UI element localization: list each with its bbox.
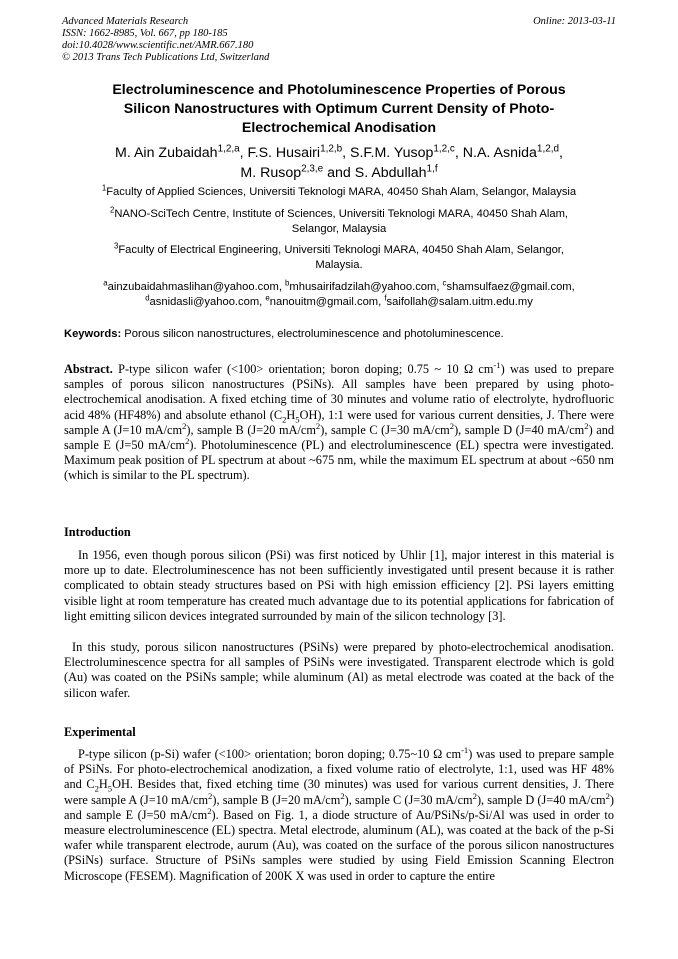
- journal-header: [62, 16, 402, 64]
- affiliation-number: 1: [101, 183, 107, 193]
- paper-title: [60, 81, 618, 138]
- body-text: ), sample D (J=40 mA/cm: [476, 792, 606, 807]
- author-affil-mark: 2,3,e: [301, 163, 324, 175]
- author-list: [60, 143, 618, 183]
- superscript: 2: [207, 805, 212, 816]
- abstract-text: ) and sample E (J=50 mA/cm: [64, 422, 614, 453]
- email-link[interactable]: saifollah@salam.uitm.edu.my: [386, 295, 533, 308]
- author-name: M. Rusop: [240, 165, 302, 181]
- abstract-text: ) was used to prepare samples of porous silicon nanostructures (PSiNs). All samples have been prepared by using photo-electrochemical anodisation. A fixed etching time of 30 minutes and volume ratio of electrolyte, hydrofluoric acid 48% (HF48%) and absolute ethanol (C: [64, 362, 615, 422]
- title-line-1: Electroluminescence and Photoluminescence Properties of Porous: [112, 82, 566, 98]
- keywords: [64, 327, 618, 341]
- subscript: 2: [94, 783, 99, 794]
- author-name: S.F.M. Yusop: [350, 145, 434, 161]
- affiliation-2: [60, 207, 618, 236]
- section-heading-experimental: Experimental: [64, 725, 136, 739]
- affiliation-text: Faculty of Applied Sciences, Universiti Teknologi MARA, 40450 Shah Alam, Selangor, Malaysia: [106, 186, 577, 198]
- email-mark: c: [442, 278, 447, 288]
- superscript: 2: [605, 790, 610, 801]
- abstract-paragraph: [64, 359, 615, 484]
- superscript: 2: [584, 420, 589, 431]
- abstract-text: ). Photoluminescence (PL) and electroluminescence (EL) spectra were investigated. Maximum peak position of PL spectrum at about ~675 nm, while the maximum EL spectrum at about ~650 nm (which is similar to the PL spectrum).: [64, 438, 614, 483]
- author-name: N.A. Asnida: [462, 145, 537, 161]
- intro-paragraph-1: In 1956, even though porous silicon (PSi) was first noticed by Uhlir [1], major interest in this material is more up to date. Electroluminescence has not been sufficiently investigated until present because it is rather complicated to obtain steady structures based on PSi with high emission efficiency [2]. PSi layers emitting visible light at room temperature has created much advantage due to its potential applications for fabrication of light emitting silicon devices integrated surrounded by main of the silicon technology [3].: [64, 548, 614, 623]
- author-affil-mark: 1,2,c: [433, 143, 455, 155]
- journal-name: Advanced Materials Research: [62, 16, 189, 27]
- author-name: S. Abdullah: [354, 165, 427, 181]
- abstract-text: ), sample D (J=40 mA/cm: [454, 422, 585, 437]
- abstract-text: ), sample B (J=20 mA/cm: [186, 422, 316, 437]
- body-text: OH. Besides that, fixed etching time (30 minutes) was used for various current densities, J. There were sample A (J=10 mA/cm: [64, 777, 615, 807]
- email-mark: f: [384, 292, 387, 302]
- author-separator: and: [323, 165, 355, 181]
- title-line-2: Silicon Nanostructures with Optimum Current Density of Photo-: [123, 101, 555, 117]
- superscript: 2: [340, 790, 345, 801]
- email-link[interactable]: ainzubaidahmaslihan@yahoo.com,: [107, 281, 286, 293]
- body-text: ), sample C (J=30 mA/cm: [344, 792, 473, 807]
- section-heading-introduction: Introduction: [64, 525, 131, 539]
- superscript: 2: [472, 790, 477, 801]
- author-affil-mark: 1,f: [426, 163, 438, 175]
- keywords-label: Keywords:: [64, 328, 122, 340]
- body-text: ) was used to prepare sample of PSiNs. For photo-electrochemical anodization, a fixed volume ratio of electrolyte, 1:1, used was HF 48% and C: [64, 747, 614, 792]
- intro-paragraph-2: In this study, porous silicon nanostructures (PSiNs) were prepared by photo-electrochemical anodisation. Electroluminescence spectra for all samples of PSiNs were investigated. Transparent electrode which is gold (Au) was coated on the PSiNs sample; while aluminum (Al) as metal electrode was coated at the back of the silicon wafer.: [64, 640, 614, 700]
- superscript: 2: [208, 790, 213, 801]
- author-name: F.S. Husairi: [247, 145, 321, 161]
- affiliation-text-cont: Selangor, Malaysia: [291, 222, 387, 235]
- author-separator: ,: [559, 145, 563, 161]
- author-separator: ,: [239, 145, 248, 161]
- superscript: 2: [449, 420, 455, 431]
- keywords-text: Porous silicon nanostructures, electroluminescence and photoluminescence.: [121, 328, 504, 340]
- affiliation-text-cont: Malaysia.: [315, 258, 363, 271]
- email-mark: b: [285, 278, 290, 288]
- email-mark: a: [103, 278, 108, 288]
- subscript: 5: [295, 414, 300, 425]
- superscript: 2: [185, 435, 190, 446]
- author-line-1: [60, 143, 618, 163]
- superscript: -1: [461, 744, 469, 755]
- author-affil-mark: 1,2,b: [320, 143, 343, 155]
- abstract-text: ), sample C (J=30 mA/cm: [320, 422, 450, 437]
- author-line-2: [60, 163, 618, 183]
- doi-line: doi:10.4028/www.scientific.net/AMR.667.180: [62, 40, 254, 51]
- author-name: M. Ain Zubaidah: [115, 145, 218, 161]
- online-date: Online: 2013-03-11: [533, 16, 616, 27]
- copyright-line: © 2013 Trans Tech Publications Ltd, Switzerland: [62, 52, 270, 63]
- experimental-paragraph: [64, 744, 615, 884]
- author-separator: ,: [342, 145, 351, 161]
- body-text: P-type silicon (p-Si) wafer (<100> orientation; boron doping; 0.75~10 Ω cm: [78, 747, 462, 761]
- email-link[interactable]: asnidasli@yahoo.com,: [149, 295, 266, 308]
- email-link[interactable]: mhusairifadzilah@yahoo.com,: [289, 281, 443, 293]
- affiliation-number: 2: [109, 205, 115, 215]
- body-text: ). Based on Fig. 1, a diode structure of Au/PSiNs/p-Si/Al was used in order to measure electroluminescence (EL) spectra. Metal electrode, aluminum (AL), was coated at the back of the p-Si wafer while transparent electrode, aurum (Au), was coated on the surface of the porous silicon nanostructures (PSiNs) surface. Structure of PSiNs samples were studied by using Field Emission Scanning Electron Microscope (FESEM). Magnification of 200K X was used in order to capture the entire: [64, 807, 614, 883]
- email-link[interactable]: nanouitm@gmail.com,: [269, 295, 385, 308]
- subscript: 2: [282, 414, 287, 425]
- email-link[interactable]: shamsulfaez@gmail.com,: [446, 281, 575, 293]
- affiliation-1: [60, 185, 618, 200]
- email-mark: d: [145, 292, 150, 302]
- subscript: 5: [107, 783, 113, 794]
- abstract-text: P-type silicon wafer (<100> orientation; boron doping; 0.75 ~ 10 Ω cm: [112, 362, 494, 376]
- abstract-label: Abstract.: [64, 362, 113, 376]
- body-text: ) and sample E (J=50 mA/cm: [64, 792, 615, 822]
- title-line-3: Electrochemical Anodisation: [241, 120, 437, 136]
- email-mark: e: [265, 292, 270, 302]
- abstract-text: H: [286, 407, 296, 422]
- affiliation-text: NANO-SciTech Centre, Institute of Sciences, Universiti Teknologi MARA, 40450 Shah Alam,: [114, 208, 569, 220]
- issn-line: ISSN: 1662-8985, Vol. 667, pp 180-185: [62, 28, 228, 39]
- abstract-text: OH), 1:1 were used for various current densities, J. There were sample A (J=10 mA/cm: [64, 407, 614, 437]
- affiliation-text: Faculty of Electrical Engineering, Universiti Teknologi MARA, 40450 Shah Alam, Selangor,: [118, 244, 565, 256]
- superscript: -1: [493, 359, 501, 370]
- superscript: 2: [182, 420, 187, 431]
- body-text: ), sample B (J=20 mA/cm: [212, 792, 341, 807]
- author-separator: ,: [454, 145, 463, 161]
- superscript: 2: [315, 420, 321, 431]
- affiliation-3: [60, 243, 618, 272]
- author-affil-mark: 1,2,d: [536, 143, 559, 155]
- affiliation-number: 3: [113, 241, 119, 251]
- author-affil-mark: 1,2,a: [217, 143, 240, 155]
- body-text: H: [98, 777, 108, 792]
- author-emails: [60, 280, 618, 309]
